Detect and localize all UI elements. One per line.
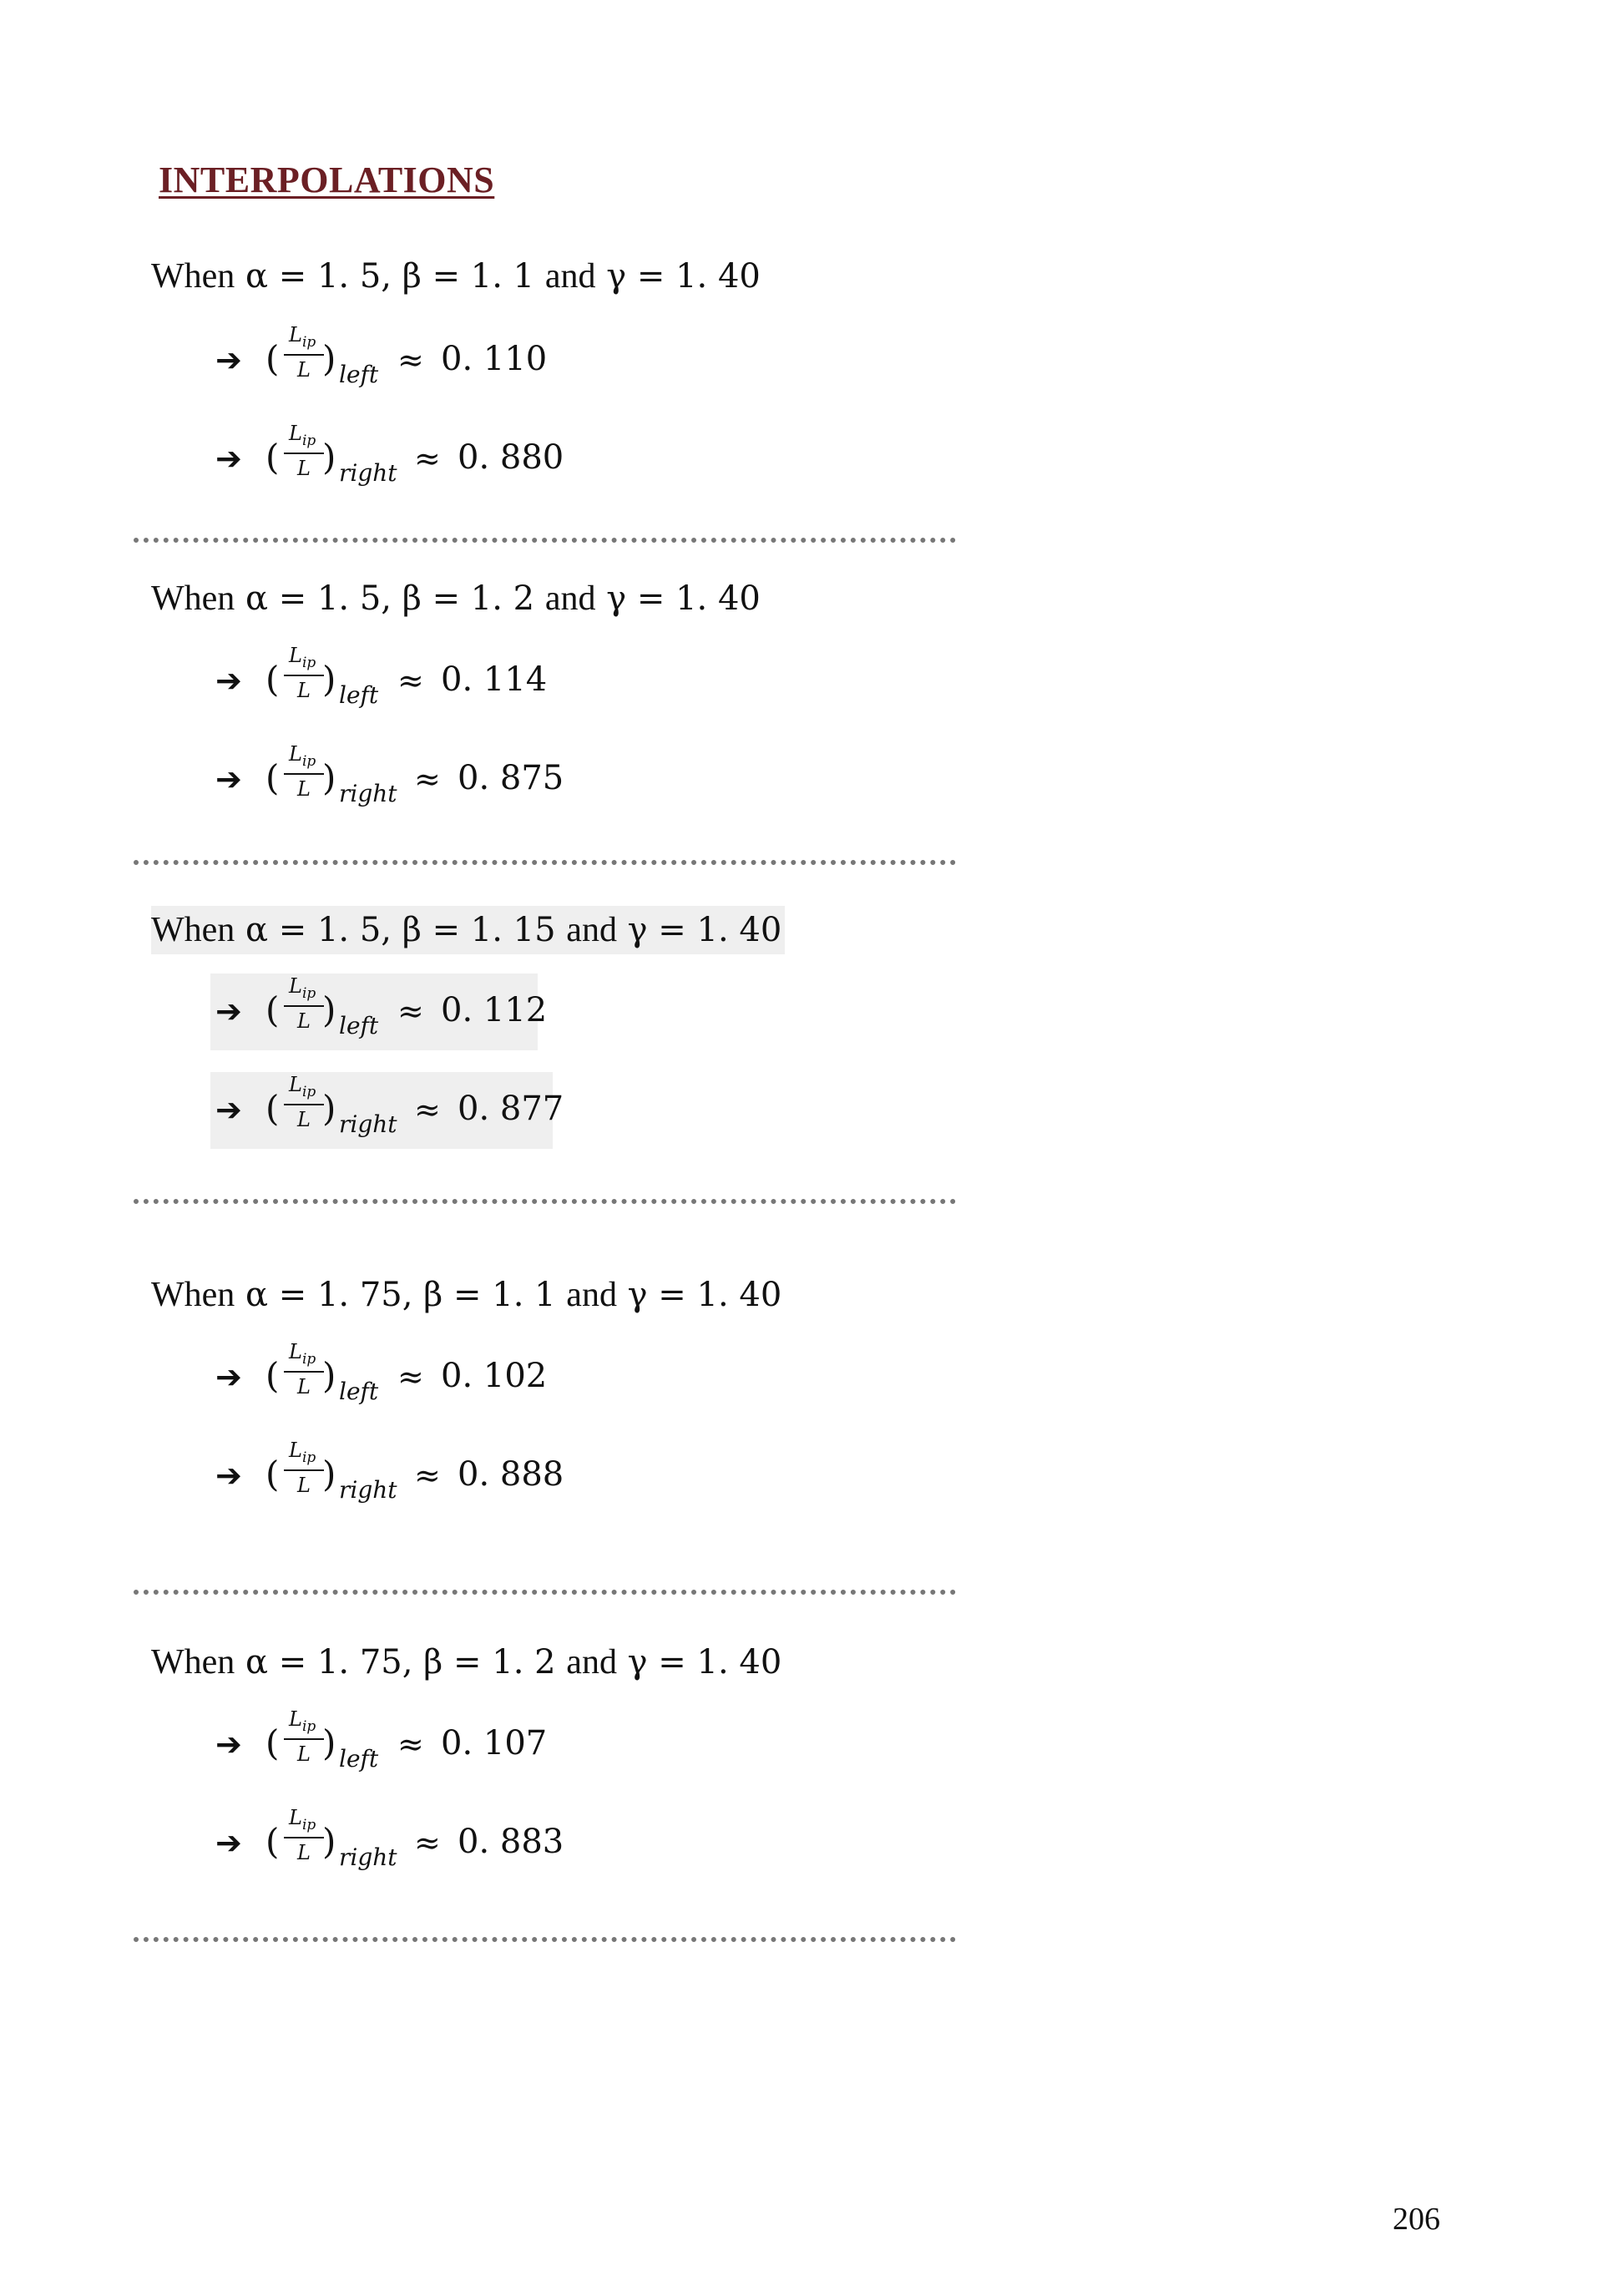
ratio-fraction: ( $L_{ip}$ L ) left xyxy=(265,323,379,388)
document-page: INTERPOLATIONS When α = 1. 5, β = 1. 1 and γ = 1. 40 ➔ ( $L_{ip}$ L ) left ≈ 0. 110 ➔ ( $L_{ip}$ L ) right ≈ 0. 880 When α = 1. 5, β = 1. 2 and γ = 1. 40 ➔ ( $L_{ip}$ L ) left ≈ 0. 114 ➔ ( $L_{ip}$ L ) right ≈ 0. 875 When α = 1. 5, β = 1. 15 and γ = 1. 40 ➔ ( $L_{ip}$ L ) left ≈ 0. 112 ➔ ( $L_{ip}$ L ) right ≈ 0. 877 When α = 1. 75, β = 1. 1 and γ = 1. 40 ➔ ( $L_{ip}$ L ) left ≈ 0. 102 ➔ ( $L_{ip}$ L ) right ≈ 0. 888 When α = 1. 75, β = 1. 2 and γ = 1. 40 ➔ ( $L_{ip}$ L ) left ≈ 0. 107 ➔ ( $L_{ip}$ L ) right ≈ 0. 883 206 xyxy=(0,0,1603,2296)
ratio-fraction: ( $L_{ip}$ L ) right xyxy=(265,1073,397,1138)
condition-line-2: When α = 1. 5, β = 1. 2 and γ = 1. 40 xyxy=(151,579,761,618)
ratio-fraction: ( $L_{ip}$ L ) right xyxy=(265,1439,397,1504)
result-value: 0. 107 xyxy=(441,1724,548,1762)
ratio-fraction: ( $L_{ip}$ L ) left xyxy=(265,1707,379,1773)
result-right-3: ➔ ( $L_{ip}$ L ) right ≈ 0. 877 xyxy=(210,1072,553,1149)
page-heading: INTERPOLATIONS xyxy=(159,159,495,200)
arrow-icon: ➔ xyxy=(215,1091,242,1128)
dotted-separator xyxy=(134,1937,956,1942)
result-value: 0. 112 xyxy=(441,991,548,1029)
arrow-icon: ➔ xyxy=(215,761,242,797)
arrow-icon: ➔ xyxy=(215,662,242,699)
ratio-fraction: ( $L_{ip}$ L ) left xyxy=(265,1340,379,1405)
ratio-fraction: ( $L_{ip}$ L ) left xyxy=(265,644,379,709)
arrow-icon: ➔ xyxy=(215,993,242,1029)
arrow-icon: ➔ xyxy=(215,1726,242,1762)
result-value: 0. 102 xyxy=(441,1357,548,1395)
condition-line-5: When α = 1. 75, β = 1. 2 and γ = 1. 40 xyxy=(151,1643,782,1682)
ratio-fraction: ( $L_{ip}$ L ) left xyxy=(265,974,379,1039)
arrow-icon: ➔ xyxy=(215,341,242,378)
ratio-fraction: ( $L_{ip}$ L ) right xyxy=(265,422,397,487)
result-left-3: ➔ ( $L_{ip}$ L ) left ≈ 0. 112 xyxy=(210,974,538,1050)
result-value: 0. 880 xyxy=(458,438,564,477)
condition-line-1: When α = 1. 5, β = 1. 1 and γ = 1. 40 xyxy=(151,257,761,296)
condition-line-3: When α = 1. 5, β = 1. 15 and γ = 1. 40 xyxy=(151,906,785,954)
arrow-icon: ➔ xyxy=(215,440,242,477)
arrow-icon: ➔ xyxy=(215,1358,242,1395)
arrow-icon: ➔ xyxy=(215,1457,242,1494)
dotted-separator xyxy=(134,860,956,865)
page-number: 206 xyxy=(1393,2202,1440,2237)
arrow-icon: ➔ xyxy=(215,1824,242,1861)
condition-line-4: When α = 1. 75, β = 1. 1 and γ = 1. 40 xyxy=(151,1276,782,1314)
dotted-separator xyxy=(134,1590,956,1595)
dotted-separator xyxy=(134,538,956,543)
result-value: 0. 888 xyxy=(458,1455,564,1494)
result-value: 0. 877 xyxy=(458,1090,564,1128)
dotted-separator xyxy=(134,1199,956,1204)
result-value: 0. 875 xyxy=(458,759,564,797)
result-value: 0. 883 xyxy=(458,1823,564,1861)
result-value: 0. 110 xyxy=(441,340,548,378)
ratio-fraction: ( $L_{ip}$ L ) right xyxy=(265,1806,397,1871)
ratio-fraction: ( $L_{ip}$ L ) right xyxy=(265,742,397,807)
result-value: 0. 114 xyxy=(441,660,548,699)
